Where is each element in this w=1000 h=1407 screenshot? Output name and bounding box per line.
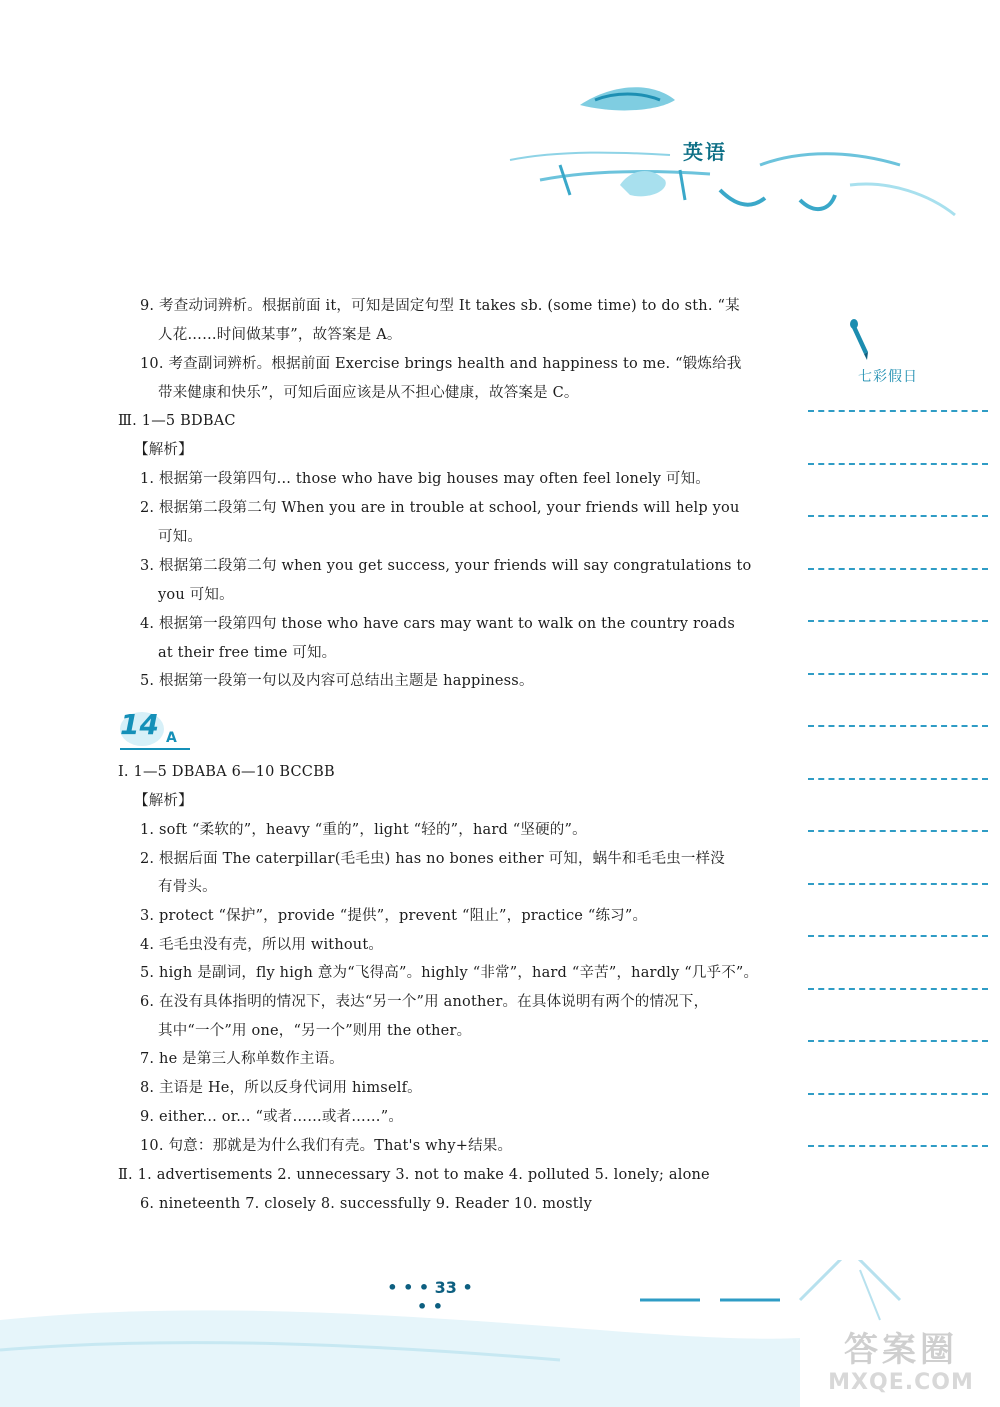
page-number: • • • 33 • • • bbox=[387, 1278, 473, 1316]
header-title: 英语 bbox=[683, 140, 727, 164]
text-line: 1. soft “柔软的”，heavy “重的”，light “轻的”，hard “坚硬的”。 bbox=[140, 822, 587, 838]
text-line: 【解析】 bbox=[134, 442, 193, 458]
pen-icon bbox=[846, 318, 874, 362]
text-line: 带来健康和快乐”，可知后面应该是从不担心健康，故答案是 C。 bbox=[158, 385, 579, 401]
header-decoration bbox=[500, 70, 960, 240]
text-line: 2. 根据第二段第二句 When you are in trouble at school, your friends will help you bbox=[140, 500, 740, 516]
text-line: Ⅱ. 1. advertisements 2. unnecessary 3. not to make 4. polluted 5. lonely; alone bbox=[118, 1167, 710, 1183]
text-line: 1. 根据第一段第四句... those who have big houses may often feel lonely 可知。 bbox=[140, 471, 710, 487]
text-line: 可知。 bbox=[158, 529, 203, 545]
text-line: 4. 根据第一段第四句 those who have cars may want to walk on the country roads bbox=[140, 616, 736, 632]
text-line: 5. 根据第一段第一句以及内容可总结出主题是 happiness。 bbox=[140, 673, 534, 689]
text-line: 3. protect “保护”，provide “提供”，prevent “阻止”，practice “练习”。 bbox=[140, 908, 648, 924]
section-rule bbox=[120, 748, 190, 750]
note-lines bbox=[808, 410, 988, 1198]
text-line: 有骨头。 bbox=[158, 879, 217, 895]
text-line: 人花……时间做某事”，故答案是 A。 bbox=[158, 327, 402, 343]
text-line: 10. 考查副词辨析。根据前面 Exercise brings health and happiness to me. “锻炼给我 bbox=[140, 356, 742, 372]
text-line: 【解析】 bbox=[134, 793, 193, 809]
sidebar-label: 七彩假日 bbox=[858, 369, 918, 385]
text-line: 8. 主语是 He，所以反身代词用 himself。 bbox=[140, 1080, 422, 1096]
text-line: Ⅰ. 1—5 DBABA 6—10 BCCBB bbox=[118, 764, 335, 780]
text-line: Ⅲ. 1—5 BDBAC bbox=[118, 413, 236, 429]
text-line: you 可知。 bbox=[158, 587, 234, 603]
watermark-cn: 答案圈 bbox=[844, 1330, 958, 1370]
text-line: 3. 根据第二段第二句 when you get success, your friends will say congratulations to bbox=[140, 558, 752, 574]
text-line: 其中“一个”用 one，“另一个”则用 the other。 bbox=[158, 1023, 472, 1039]
text-line: 7. he 是第三人称单数作主语。 bbox=[140, 1051, 344, 1067]
text-line: 5. high 是副词，fly high 意为“飞得高”。highly “非常”，hard “辛苦”，hardly “几乎不”。 bbox=[140, 965, 759, 981]
watermark-en: MXQE.COM bbox=[828, 1370, 974, 1395]
text-line: 2. 根据后面 The caterpillar(毛毛虫) has no bones either 可知，蜗牛和毛毛虫一样没 bbox=[140, 851, 725, 867]
text-line: 9. 考查动词辨析。根据前面 it，可知是固定句型 It takes sb. (some time) to do sth. “某 bbox=[140, 298, 740, 314]
section-letter: A bbox=[166, 730, 177, 746]
text-line: 9. either... or... “或者……或者……”。 bbox=[140, 1109, 404, 1125]
text-line: 4. 毛毛虫没有壳，所以用 without。 bbox=[140, 937, 384, 953]
text-line: 6. nineteenth 7. closely 8. successfully 9. Reader 10. mostly bbox=[140, 1196, 592, 1212]
text-line: at their free time 可知。 bbox=[158, 645, 337, 661]
watermark bbox=[806, 1330, 996, 1402]
section-number: 14 bbox=[120, 708, 159, 741]
text-line: 10. 句意：那就是为什么我们有壳。That's why+结果。 bbox=[140, 1138, 513, 1154]
text-line: 6. 在没有具体指明的情况下，表达“另一个”用 another。在具体说明有两个的情况下， bbox=[140, 994, 709, 1010]
